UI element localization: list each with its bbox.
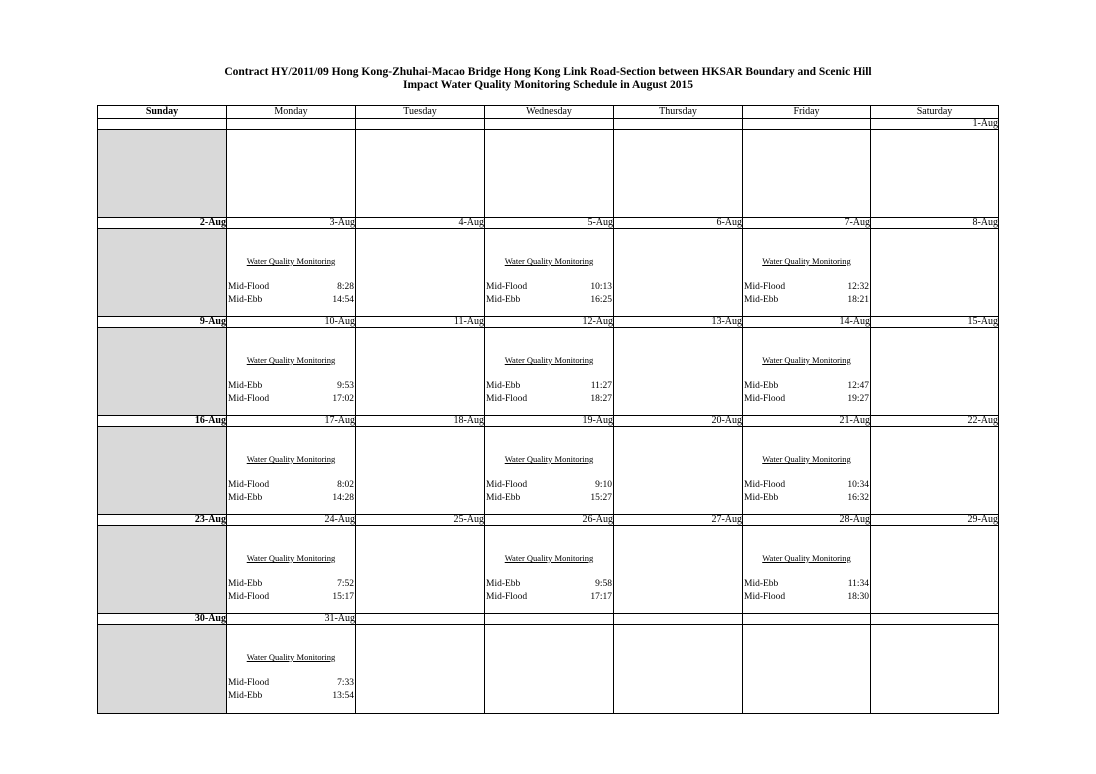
tide-label: Mid-Flood [744,480,786,490]
weekday-header-wednesday: Wednesday [485,106,614,119]
tide-time: 16:32 [847,492,869,503]
date-label: 27-Aug [614,515,743,526]
date-label [227,119,356,130]
tide-row [228,294,354,307]
day-cell [871,427,999,515]
day-cell [743,229,871,317]
day-cell [743,328,871,416]
date-row [98,119,999,130]
day-content-row [98,526,999,614]
tide-time: 9:53 [337,381,354,391]
day-cell [227,625,356,714]
date-label: 26-Aug [485,515,614,526]
day-cell [871,625,999,714]
date-label: 16-Aug [98,416,227,427]
tide-time: 12:47 [847,381,869,391]
date-label: 28-Aug [743,515,871,526]
date-label [743,614,871,625]
tide-label: Mid-Flood [486,393,528,404]
tide-label: Mid-Ebb [228,690,263,701]
tide-label: Mid-Flood [228,480,270,490]
date-label [485,614,614,625]
day-cell [614,130,743,218]
date-label: 1-Aug [871,119,999,130]
day-content-row [98,130,999,218]
tide-time: 17:17 [590,591,612,602]
date-label [871,614,999,625]
day-cell [356,427,485,515]
date-row [98,515,999,526]
document-title [0,66,1096,92]
day-cell [614,427,743,515]
tide-row [228,690,354,703]
date-label: 29-Aug [871,515,999,526]
date-label [743,119,871,130]
date-label: 20-Aug [614,416,743,427]
date-label: 25-Aug [356,515,485,526]
title-line-2: Impact Water Quality Monitoring Schedule in August 2015 [403,79,693,91]
date-label: 22-Aug [871,416,999,427]
tide-row [744,492,869,505]
date-label: 21-Aug [743,416,871,427]
day-cell [356,229,485,317]
tide-time: 15:27 [590,492,612,503]
weekday-header-sunday: Sunday [98,106,227,119]
tide-label: Mid-Ebb [228,294,263,305]
date-row [98,317,999,328]
day-content-row [98,427,999,515]
day-cell [356,328,485,416]
monitoring-entry [227,328,355,405]
tide-label: Mid-Flood [228,678,270,688]
title-line-1: Contract HY/2011/09 Hong Kong-Zhuhai-Macao Bridge Hong Kong Link Road-Section between HKSAR Boundary and Scenic Hill [224,66,872,78]
day-cell [227,427,356,515]
tide-time: 10:13 [590,282,612,292]
tide-row [486,294,612,307]
date-label: 6-Aug [614,218,743,229]
tide-time: 8:02 [337,480,354,490]
tide-label: Mid-Ebb [744,492,779,503]
tide-row [486,393,612,406]
date-label: 31-Aug [227,614,356,625]
day-cell [743,625,871,714]
day-cell [743,130,871,218]
tide-row [486,281,612,294]
tide-row [486,380,612,393]
tide-time: 11:27 [590,381,612,391]
day-cell [356,526,485,614]
day-content-row [98,229,999,317]
weekday-header-row [98,106,999,119]
tide-row [744,294,869,307]
day-content-row [98,625,999,714]
tide-row [486,578,612,591]
day-cell [485,229,614,317]
sunday-cell [98,625,227,714]
date-label: 24-Aug [227,515,356,526]
monitoring-entry [743,229,870,306]
day-cell [485,526,614,614]
tide-label: Mid-Ebb [486,492,521,503]
monitoring-entry [485,328,613,405]
tide-row [744,393,869,406]
tide-time: 15:17 [332,591,354,602]
date-row [98,416,999,427]
tide-time: 10:34 [847,480,869,490]
tide-label: Mid-Ebb [228,381,263,391]
sunday-cell [98,526,227,614]
tide-row [228,380,354,393]
date-label: 8-Aug [871,218,999,229]
tide-time: 8:28 [337,282,354,292]
tide-label: Mid-Flood [744,282,786,292]
sunday-cell [98,229,227,317]
monitoring-entry [485,427,613,504]
monitoring-title: Water Quality Monitoring [246,553,336,563]
tide-row [486,492,612,505]
date-label: 4-Aug [356,218,485,229]
monitoring-entry [227,526,355,603]
date-label: 19-Aug [485,416,614,427]
monthly-calendar [97,105,999,714]
monitoring-title: Water Quality Monitoring [504,454,594,464]
day-cell [871,130,999,218]
monitoring-title: Water Quality Monitoring [504,553,594,563]
date-label: 7-Aug [743,218,871,229]
tide-row [744,479,869,492]
tide-row [228,591,354,604]
date-label: 30-Aug [98,614,227,625]
monitoring-title: Water Quality Monitoring [762,454,851,464]
tide-time: 16:25 [590,294,612,305]
tide-label: Mid-Ebb [486,294,521,305]
tide-label: Mid-Flood [486,282,528,292]
monitoring-entry [743,427,870,504]
day-cell [743,427,871,515]
day-cell [614,526,743,614]
monitoring-title: Water Quality Monitoring [246,454,336,464]
tide-row [744,591,869,604]
sunday-cell [98,427,227,515]
date-label: 23-Aug [98,515,227,526]
tide-row [228,479,354,492]
tide-row [486,479,612,492]
date-label: 10-Aug [227,317,356,328]
tide-label: Mid-Flood [744,393,786,404]
tide-time: 9:10 [595,480,612,490]
tide-label: Mid-Flood [228,591,270,602]
day-content-row [98,328,999,416]
date-label: 14-Aug [743,317,871,328]
day-cell [485,427,614,515]
tide-time: 11:34 [847,579,869,589]
day-cell [227,130,356,218]
date-label: 9-Aug [98,317,227,328]
day-cell [356,130,485,218]
date-label [356,614,485,625]
tide-time: 19:27 [847,393,869,404]
monitoring-title: Water Quality Monitoring [504,256,594,266]
tide-time: 7:33 [337,678,354,688]
tide-label: Mid-Ebb [228,492,263,503]
tide-time: 18:21 [847,294,869,305]
tide-row [486,591,612,604]
tide-time: 12:32 [847,282,869,292]
tide-row [228,578,354,591]
tide-label: Mid-Ebb [228,579,263,589]
tide-label: Mid-Ebb [744,381,779,391]
day-cell [227,229,356,317]
date-row [98,218,999,229]
date-label: 2-Aug [98,218,227,229]
tide-time: 18:30 [847,591,869,602]
date-label: 15-Aug [871,317,999,328]
day-cell [485,328,614,416]
date-label: 11-Aug [356,317,485,328]
tide-label: Mid-Flood [228,282,270,292]
day-cell [227,328,356,416]
monitoring-title: Water Quality Monitoring [762,355,851,365]
monitoring-title: Water Quality Monitoring [246,355,336,365]
date-label [614,614,743,625]
monitoring-title: Water Quality Monitoring [762,256,851,266]
day-cell [871,229,999,317]
monitoring-entry [227,229,355,306]
weekday-header-saturday: Saturday [871,106,999,119]
day-cell [614,229,743,317]
day-cell [614,328,743,416]
monitoring-entry [227,427,355,504]
date-label: 3-Aug [227,218,356,229]
tide-row [744,281,869,294]
tide-row [744,578,869,591]
monitoring-entry [227,625,355,702]
date-row [98,614,999,625]
monitoring-entry [485,526,613,603]
tide-time: 14:28 [332,492,354,503]
monitoring-entry [485,229,613,306]
tide-label: Mid-Ebb [486,579,521,589]
day-cell [871,328,999,416]
day-cell [614,625,743,714]
date-label [98,119,227,130]
weekday-header-friday: Friday [743,106,871,119]
tide-label: Mid-Flood [486,591,528,602]
tide-row [228,281,354,294]
monitoring-entry [743,526,870,603]
weekday-header-tuesday: Tuesday [356,106,485,119]
tide-label: Mid-Flood [486,480,528,490]
day-cell [227,526,356,614]
tide-time: 17:02 [332,393,354,404]
date-label: 12-Aug [485,317,614,328]
tide-row [228,393,354,406]
date-label: 18-Aug [356,416,485,427]
day-cell [485,625,614,714]
sunday-cell [98,130,227,218]
tide-row [228,677,354,690]
tide-label: Mid-Ebb [744,294,779,305]
tide-label: Mid-Ebb [486,381,521,391]
tide-time: 13:54 [332,690,354,701]
date-label: 5-Aug [485,218,614,229]
monitoring-entry [743,328,870,405]
tide-time: 9:58 [595,579,612,589]
day-cell [871,526,999,614]
monitoring-title: Water Quality Monitoring [246,256,336,266]
date-label: 17-Aug [227,416,356,427]
date-label: 13-Aug [614,317,743,328]
tide-row [228,492,354,505]
weekday-header-thursday: Thursday [614,106,743,119]
tide-time: 18:27 [590,393,612,404]
tide-time: 7:52 [337,579,354,589]
monitoring-title: Water Quality Monitoring [762,553,851,563]
day-cell [356,625,485,714]
tide-time: 14:54 [332,294,354,305]
monitoring-title: Water Quality Monitoring [246,652,336,662]
day-cell [485,130,614,218]
day-cell [743,526,871,614]
tide-label: Mid-Ebb [744,579,779,589]
sunday-cell [98,328,227,416]
tide-label: Mid-Flood [744,591,786,602]
tide-row [744,380,869,393]
date-label [614,119,743,130]
weekday-header-monday: Monday [227,106,356,119]
tide-label: Mid-Flood [228,393,270,404]
date-label [356,119,485,130]
monitoring-title: Water Quality Monitoring [504,355,594,365]
date-label [485,119,614,130]
